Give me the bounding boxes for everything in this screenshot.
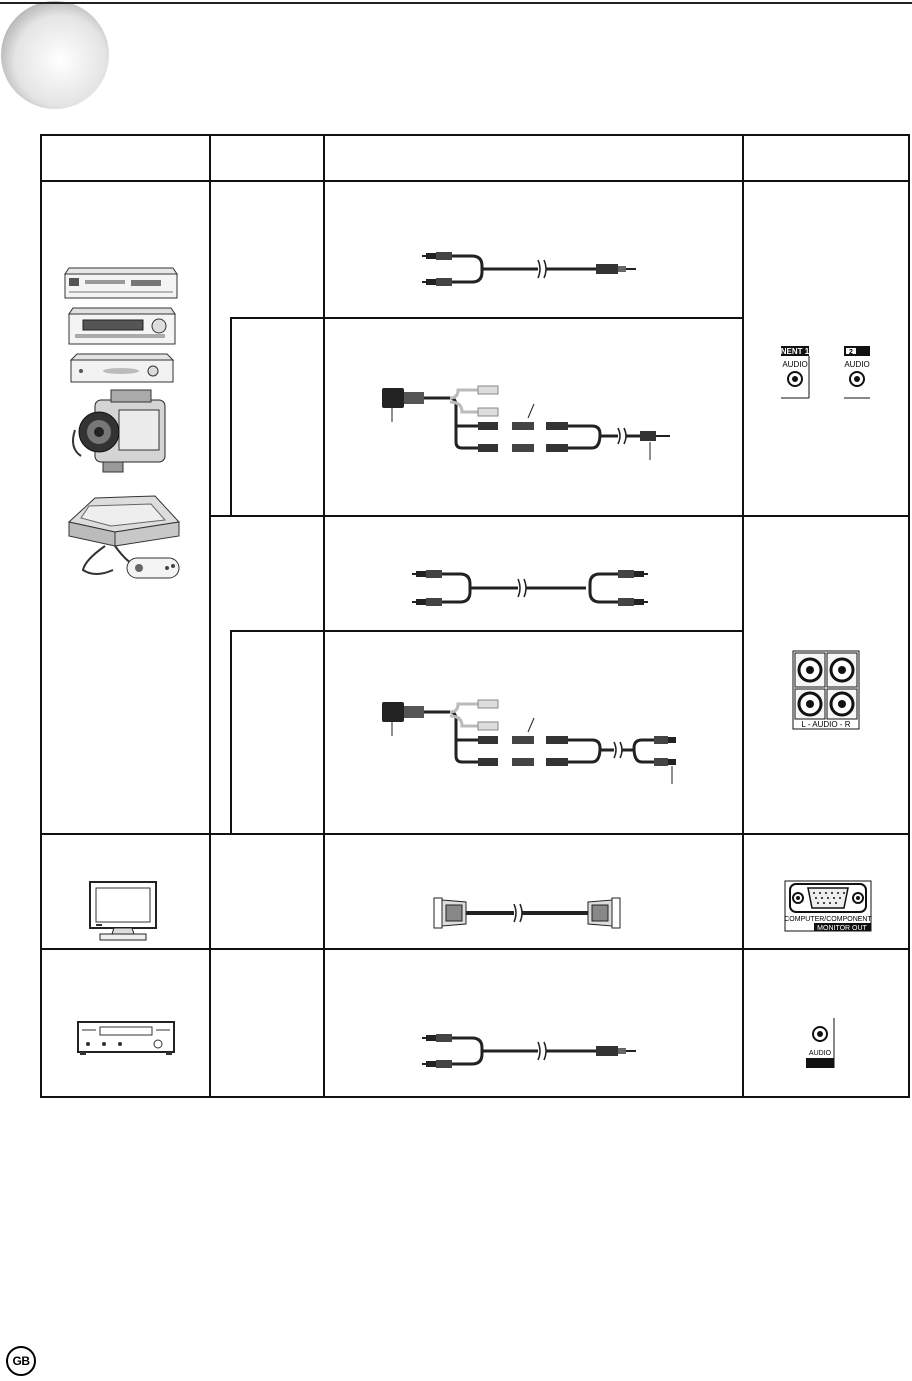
nent2-label: 2 [849, 349, 853, 356]
table-border-top [40, 134, 910, 136]
receiver-box-icon [71, 354, 173, 382]
terminal-rca-audio [792, 650, 860, 730]
cable-svideo-adapter-1 [378, 382, 678, 462]
vcr-icon [69, 308, 175, 344]
col-divider-1 [209, 134, 211, 1098]
table-border-left [40, 134, 42, 1098]
camcorder-icon [73, 390, 165, 472]
col-divider-3 [742, 134, 744, 1098]
amplifier-image [76, 1020, 176, 1056]
nent2-audio-label: AUDIO [844, 360, 870, 369]
terminal-audio-output [806, 1016, 844, 1070]
nent1-audio-label: AUDIO [782, 360, 808, 369]
row-divider-2 [209, 515, 910, 517]
rca-audio-label: L - AUDIO - R [801, 720, 851, 729]
game-console-icon [69, 496, 179, 578]
equipment-images [55, 260, 185, 580]
cable-svideo-adapter-2 [378, 696, 688, 786]
terminal-audio-input-2 [842, 346, 872, 400]
header-divider [40, 180, 910, 182]
row-divider-4 [40, 948, 910, 950]
subrow-bracket-1 [230, 317, 232, 515]
cable-vga [432, 894, 622, 932]
monitor-image [86, 880, 160, 942]
cable-rca-to-minijack-2 [420, 1030, 640, 1072]
terminal-audio-input-1 [781, 346, 811, 400]
table-border-bottom [40, 1096, 910, 1098]
col-divider-2 [323, 134, 325, 1098]
nent1-label: NENT 1 [780, 347, 810, 356]
table-border-right [908, 134, 910, 1098]
monitor-bottom-label: MONITOR OUT [817, 925, 867, 932]
row-divider-1a [230, 317, 742, 319]
region-badge: GB [6, 1346, 36, 1376]
row-divider-3 [40, 833, 910, 835]
row-divider-2a [230, 630, 742, 632]
subrow-bracket-2 [230, 630, 232, 833]
terminal-monitor-out [784, 880, 872, 932]
cable-rca-to-rca-1 [410, 566, 650, 610]
dvd-player-icon [65, 268, 177, 298]
monitor-top-label: COMPUTER/COMPONENT [784, 916, 872, 923]
cable-rca-to-minijack-1 [420, 248, 640, 290]
amp-audio-label: AUDIO [808, 1050, 832, 1057]
